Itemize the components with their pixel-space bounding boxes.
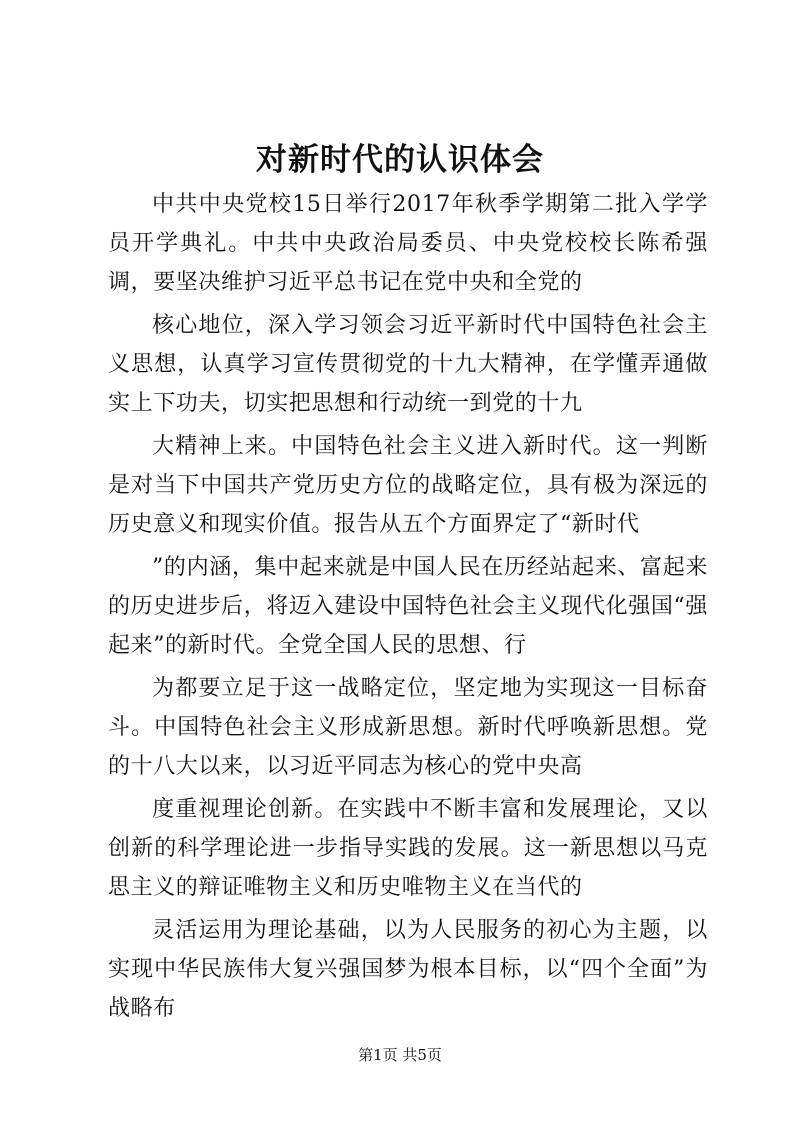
document-title: 对新时代的认识体会 <box>256 142 544 178</box>
paragraph-3: 大精神上来。中国特色社会主义进入新时代。这一判断是对当下中国共产党历史方位的战略定位，具有极为深远的历史意义和现实价值。报告从五个方面界定了“新时代 <box>108 434 708 537</box>
paragraph-1: 中共中央党校15日举行2017年秋季学期第二批入学学员开学典礼。中共中央政治局委员、中央党校校长陈希强调，要坚决维护习近平总书记在党中央和全党的 <box>108 192 708 295</box>
paragraph-5: 为都要立足于这一战略定位，坚定地为实现这一目标奋斗。中国特色社会主义形成新思想。新时代呼唤新思想。党的十八大以来，以习近平同志为核心的党中央高 <box>108 676 708 779</box>
paragraph-2: 核心地位，深入学习领会习近平新时代中国特色社会主义思想，认真学习宣传贯彻党的十九大精神，在学懂弄通做实上下功夫，切实把思想和行动统一到党的十九 <box>108 313 708 416</box>
document-body <box>108 185 708 1032</box>
paragraph-7: 灵活运用为理论基础，以为人民服务的初心为主题，以实现中华民族伟大复兴强国梦为根本目标，以“四个全面”为战略布 <box>108 918 708 1021</box>
paragraph-4: ”的内涵，集中起来就是中国人民在历经站起来、富起来的历史进步后，将迈入建设中国特色社会主义现代化强国“强起来”的新时代。全党全国人民的思想、行 <box>108 555 708 658</box>
page-number-footer: 第1页 共5页 <box>358 1046 442 1064</box>
paragraph-6: 度重视理论创新。在实践中不断丰富和发展理论，又以创新的科学理论进一步指导实践的发展。这一新思想以马克思主义的辩证唯物主义和历史唯物主义在当代的 <box>108 797 708 900</box>
